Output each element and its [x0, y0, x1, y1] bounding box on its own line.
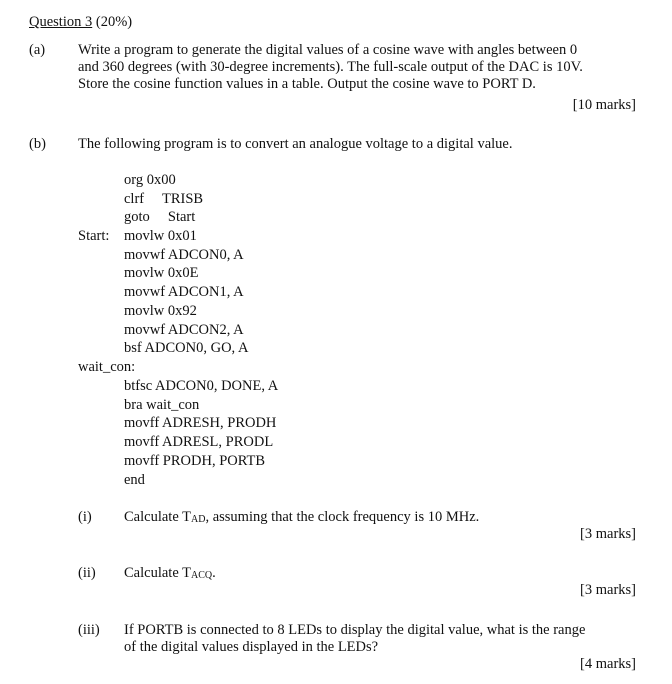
code-line: bra wait_con [124, 396, 200, 413]
code-block-start [124, 227, 248, 358]
sub-iii-line-1: If PORTB is connected to 8 LEDs to display the digital value, what is the range [124, 622, 586, 638]
question-weight: (20%) [92, 14, 133, 30]
sub-iii-line-2: of the digital values displayed in the LEDs? [124, 639, 379, 655]
question-title [29, 14, 132, 31]
code-line: movwf ADCON1, A [124, 284, 244, 301]
code-line: goto Start [124, 209, 196, 226]
sub-ii-label: (ii) [78, 565, 96, 581]
sub-ii-suffix: . [212, 565, 216, 581]
sub-ii-subscript: ACQ [190, 570, 213, 581]
part-a-line-3: Store the cosine function values in a table. Output the cosine wave to PORT D. [78, 76, 536, 92]
part-b-label: (b) [29, 136, 46, 152]
part-a-label: (a) [29, 42, 46, 58]
sub-iii-text [124, 622, 585, 656]
code-line: bsf ADCON0, GO, A [124, 340, 249, 357]
part-b-intro: The following program is to convert an analogue voltage to a digital value. [78, 136, 513, 152]
code-block-main [124, 171, 203, 227]
question-number: Question 3 [29, 14, 93, 30]
sub-i-label: (i) [78, 509, 92, 525]
code-line: movwf ADCON0, A [124, 246, 244, 263]
code-label-wait: wait_con: [78, 359, 136, 375]
sub-iii-label: (iii) [78, 622, 100, 638]
code-line: end [124, 471, 145, 488]
code-line: movff ADRESL, PRODL [124, 434, 274, 451]
code-line: movlw 0x92 [124, 302, 197, 319]
part-a-marks: [10 marks] [572, 97, 636, 113]
code-label-start: Start: [78, 228, 110, 244]
code-line: movff ADRESH, PRODH [124, 415, 277, 432]
sub-ii-marks: [3 marks] [580, 582, 636, 598]
part-a-line-1: Write a program to generate the digital values of a cosine wave with angles between 0 [78, 42, 578, 58]
code-line: clrf TRISB [124, 190, 204, 207]
code-line: movlw 0x01 [124, 228, 197, 244]
sub-ii-prefix: Calculate T [124, 565, 191, 581]
code-line: org 0x00 [124, 172, 176, 188]
sub-iii-marks: [4 marks] [580, 656, 636, 672]
code-line: btfsc ADCON0, DONE, A [124, 378, 279, 394]
code-line: movwf ADCON2, A [124, 321, 244, 338]
part-a-line-2: and 360 degrees (with 30-degree increments). The full-scale output of the DAC is 10V. [78, 59, 583, 75]
part-a-text [78, 42, 641, 93]
code-line: movlw 0x0E [124, 265, 199, 282]
code-block-wait [124, 377, 278, 489]
sub-i-marks: [3 marks] [580, 526, 636, 542]
code-line: movff PRODH, PORTB [124, 452, 266, 469]
sub-i-prefix: Calculate T [124, 509, 191, 525]
sub-i-subscript: AD [190, 514, 206, 525]
sub-ii-text [124, 565, 216, 583]
sub-i-suffix: , assuming that the clock frequency is 10 MHz. [205, 509, 480, 525]
sub-i-text [124, 509, 479, 527]
